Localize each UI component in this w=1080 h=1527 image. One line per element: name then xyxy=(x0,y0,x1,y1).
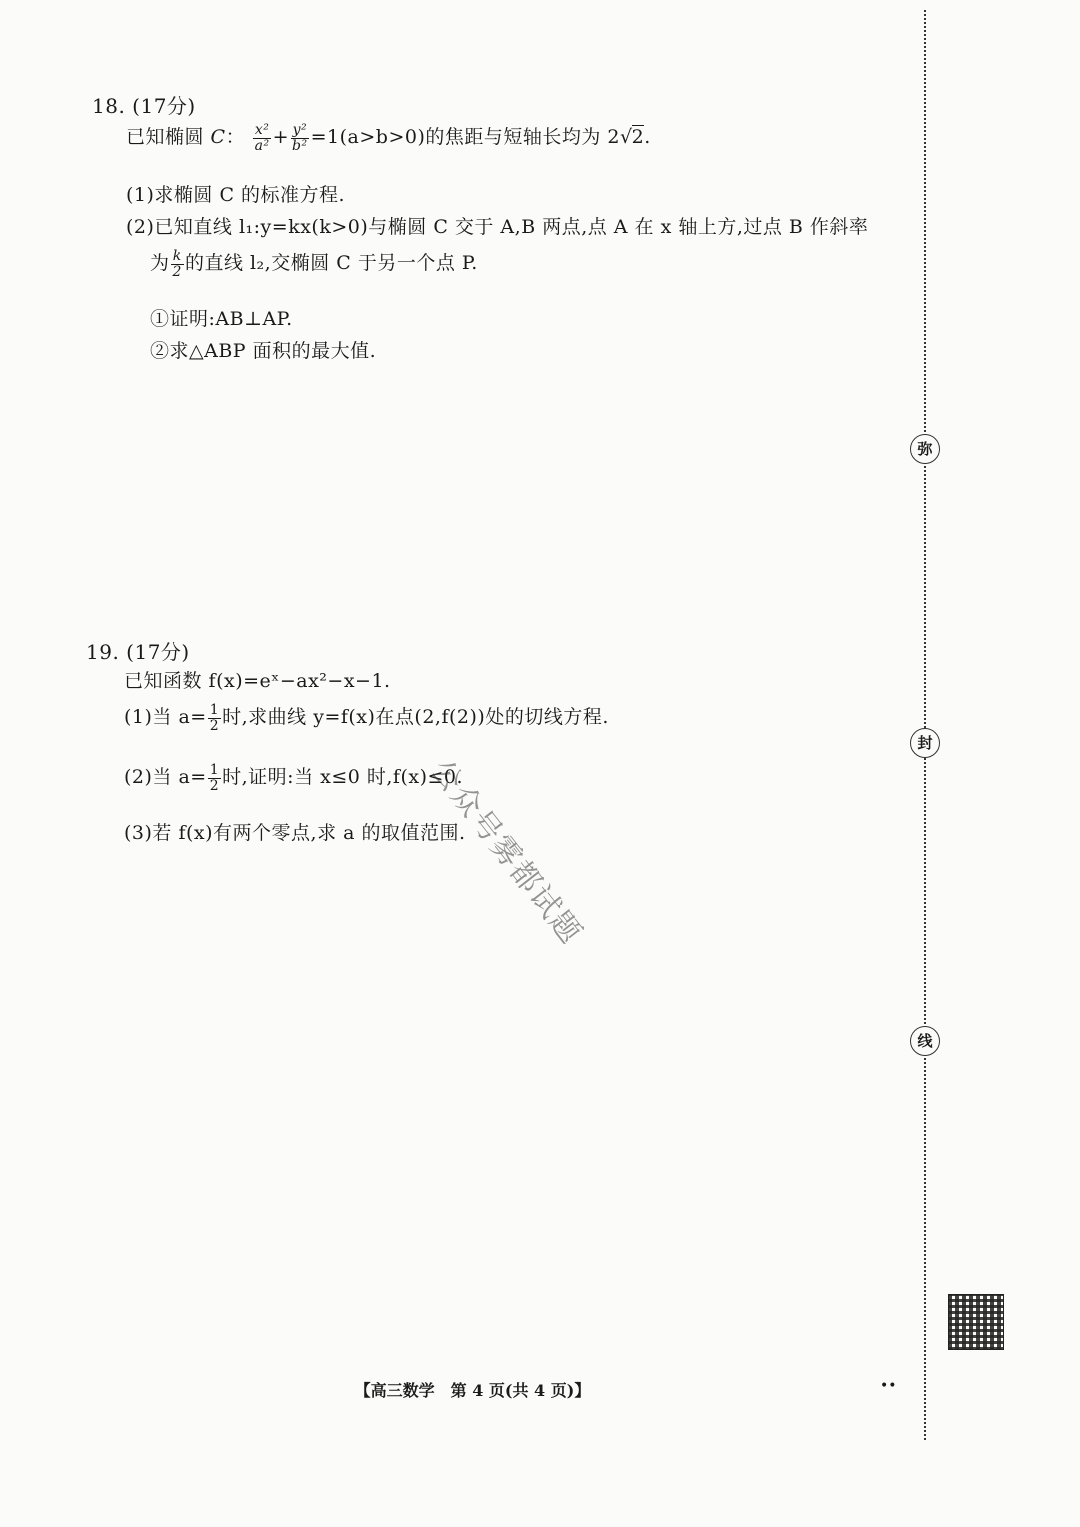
q19-intro: 已知函数 f(x)=eˣ−ax²−x−1. xyxy=(124,670,391,692)
q18-plus: + xyxy=(272,126,290,148)
binding-dotted-line xyxy=(924,10,926,1440)
q18-intro-text: 已知椭圆 xyxy=(126,126,211,148)
q19-fraction-half-2: $\frac{1}{2}$ xyxy=(209,761,220,794)
sqrt-radicand: 2 xyxy=(631,126,645,148)
seal-feng: 封 xyxy=(910,728,940,758)
q18-sub1: ①证明:AB⊥AP. xyxy=(150,308,293,330)
q18-fraction-k: $\frac{k}{2}$ xyxy=(172,247,182,280)
q18-part2: (2)已知直线 l₁:y=kx(k>0)与椭圆 C 交于 A,B 两点,点 A 在 x 轴上方,过点 B 作斜率 xyxy=(126,216,869,238)
q18-fraction-y: $\frac{\text{y²}}{\text{b²}}$ xyxy=(292,121,308,154)
q18-part2-cont: 为 $\frac{k}{2}$ 的直线 l₂,交椭圆 C 于另一个点 P. xyxy=(150,247,478,280)
watermark-text: 公众号雾都试题 xyxy=(423,753,589,952)
q19-heading: 19. (17分) xyxy=(86,640,190,664)
q18-period: . xyxy=(644,126,651,148)
q19-fraction-half: $\frac{1}{2}$ xyxy=(209,701,220,734)
q19-part3: (3)若 f(x)有两个零点,求 a 的取值范围. xyxy=(124,822,466,844)
page-footer: 【高三数学 第 4 页(共 4 页)】 xyxy=(354,1381,591,1400)
seal-xian: 线 xyxy=(910,1026,940,1056)
q18-ellipse-name: C xyxy=(210,126,226,148)
q18-colon: ： xyxy=(225,126,246,148)
q19-part2: (2)当 a= $\frac{1}{2}$ 时,证明:当 x≤0 时,f(x)≤0. xyxy=(124,761,464,794)
q18-intro xyxy=(126,122,651,153)
q18-fraction-x: $\frac{\text{x²}}{\text{a²}}$ xyxy=(254,121,270,154)
q19-part1: (1)当 a= $\frac{1}{2}$ 时,求曲线 y=f(x)在点(2,f(2))处的切线方程. xyxy=(124,701,609,734)
q18-intro-condition: =1(a>b>0)的焦距与短轴长均为 2 xyxy=(310,126,621,148)
qr-code-frame xyxy=(948,1294,1004,1350)
sqrt-symbol: √ xyxy=(620,126,633,148)
q18-sub2: ②求△ABP 面积的最大值. xyxy=(150,340,377,362)
seal-mi: 弥 xyxy=(910,434,940,464)
footer-dots: •• xyxy=(880,1378,897,1394)
q18-part1: (1)求椭圆 C 的标准方程. xyxy=(126,184,346,206)
q18-heading: 18. (17分) xyxy=(92,94,196,118)
